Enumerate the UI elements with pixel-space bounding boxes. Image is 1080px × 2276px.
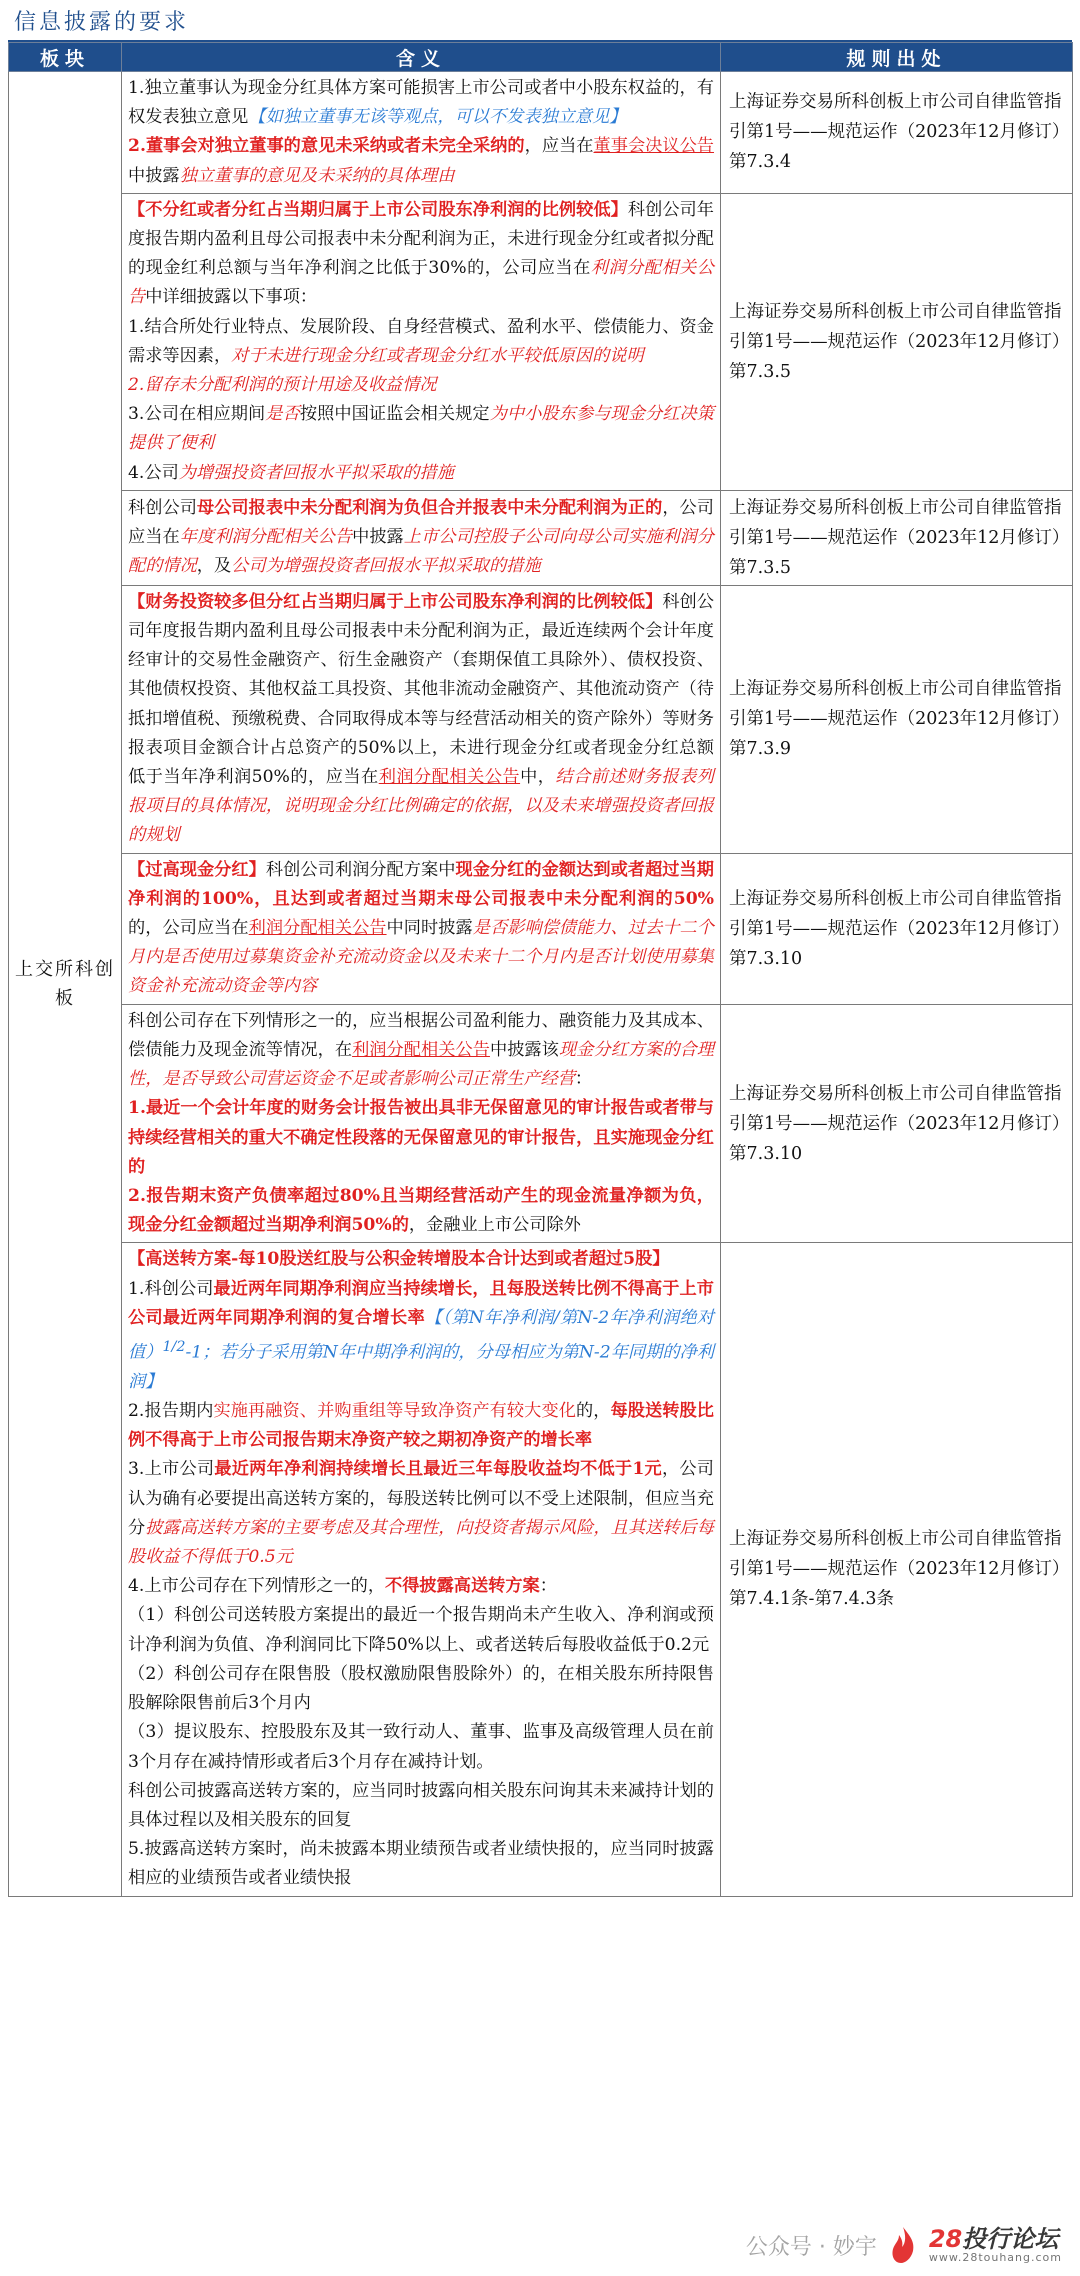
text-segment: 科创公司存在下列情形之一的，应当根据公司盈利能力、融资能力及其成本、偿债能力及现金流等情况，在 <box>128 1010 714 1060</box>
text-segment: 利润分配相关公告 <box>352 1039 490 1060</box>
meaning-cell <box>122 1243 721 1896</box>
source-cell: 上海证券交易所科创板上市公司自律监管指引第1号——规范运作（2023年12月修订）第7.3.10 <box>721 853 1073 1004</box>
text-segment: 科创公司利润分配方案中 <box>265 859 456 880</box>
text-segment: 【不分红或者分红占当期归属于上市公司股东净利润的比例较低】 <box>128 199 628 220</box>
text-segment: ： <box>539 1576 557 1597</box>
source-cell: 上海证券交易所科创板上市公司自律监管指引第1号——规范运作（2023年12月修订）第7.3.5 <box>721 490 1073 585</box>
meaning-cell <box>122 193 721 490</box>
table-row <box>9 853 1073 1004</box>
text-segment: 结合前述财务报表列报项目的具体情况，说明现金分红比例确定的依据，以及未来增强投资者回报的规划 <box>128 767 714 846</box>
header-meaning: 含义 <box>122 43 721 72</box>
text-segment: 是否 <box>265 404 300 425</box>
text-segment: 中详细披露以下事项： <box>145 287 318 308</box>
source-cell: 上海证券交易所科创板上市公司自律监管指引第1号——规范运作（2023年12月修订）第7.3.9 <box>721 585 1073 853</box>
text-segment: （2）科创公司存在限售股（股权激励限售股除外）的，在相关股东所持限售股解除限售前后3个月内 <box>128 1663 714 1714</box>
text-segment: 3.公司在相应期间 <box>128 404 266 425</box>
text-segment: 2.留存未分配利润的预计用途及收益情况 <box>128 375 437 396</box>
text-segment: 4.公司 <box>128 462 179 483</box>
text-segment: 【财务投资较多但分红占当期归属于上市公司股东净利润的比例较低】 <box>128 591 663 612</box>
table-row <box>9 585 1073 853</box>
text-segment: 为增强投资者回报水平拟采取的措施 <box>178 462 454 483</box>
text-segment: 1.最近一个会计年度的财务会计报告被出具非无保留意见的审计报告或者带与持续经营相关的重大不确定性段落的无保留意见的审计报告，且实施现金分红的 <box>128 1098 714 1177</box>
text-segment: 实施再融资、并购重组等导致净资产有较大变化 <box>213 1401 576 1422</box>
text-segment: 的， <box>575 1401 611 1422</box>
text-segment: ，公司应当在 <box>128 498 714 548</box>
text-segment: 1.结合所处行业特点、发展阶段、自身经营模式、盈利水平、偿债能力、资金需求等因素， <box>128 316 714 366</box>
logo-number: 28 <box>928 2224 963 2253</box>
source-cell: 上海证券交易所科创板上市公司自律监管指引第1号——规范运作（2023年12月修订）第7.3.4 <box>721 72 1073 194</box>
text-segment: 1.独立董事认为现金分红具体方案可能损害上市公司或者中小股东权益的，有权发表独立意见 <box>128 78 714 128</box>
meaning-cell <box>122 490 721 585</box>
text-segment: （1）科创公司送转股方案提出的最近一个报告期尚未产生收入、净利润或预计净利润为负值、净利润同比下降50%以上、或者送转后每股收益低于0.2元 <box>128 1605 714 1655</box>
text-segment: 中披露 <box>352 527 404 548</box>
disclosure-table <box>8 42 1073 1897</box>
source-cell: 上海证券交易所科创板上市公司自律监管指引第1号——规范运作（2023年12月修订）第7.4.1条-第7.4.3条 <box>721 1243 1073 1896</box>
text-segment: 中披露该 <box>489 1039 559 1060</box>
text-segment: 年度利润分配相关公告 <box>179 527 353 548</box>
text-segment: 中， <box>520 767 556 788</box>
logo-url: www.28touhang.com <box>928 2250 1062 2264</box>
logo-name: 投行论坛 <box>962 2224 1059 2253</box>
text-segment: 1.科创公司 <box>128 1278 214 1299</box>
text-segment: 科创公司年度报告期内盈利且母公司报表中未分配利润为正，未进行现金分红或者拟分配的现金红利总额与当年净利润之比低于30%的，公司应当在 <box>128 199 714 279</box>
text-segment: 为中小股东参与现金分红决策提供了便利 <box>128 404 714 454</box>
text-segment: 公司为增强投资者回报水平拟采取的措施 <box>231 556 541 577</box>
text-segment: 利润分配相关公告 <box>128 258 714 308</box>
text-segment: 2.报告期内 <box>128 1401 214 1422</box>
table-row <box>9 1004 1073 1243</box>
table-body <box>9 72 1073 1897</box>
table-row <box>9 72 1073 194</box>
meaning-cell <box>122 585 721 853</box>
text-segment: 每股送转股比例不得高于上市公司报告期末净资产较之期初净资产的增长率 <box>128 1401 714 1451</box>
text-segment: ： <box>574 1069 593 1090</box>
text-segment: 现金分红的金额达到或者超过当期净利润的100%，且达到或者超过当期末母公司报表中未分配利润的50% <box>128 859 714 909</box>
text-segment: 4.上市公司存在下列情形之一的， <box>128 1576 386 1597</box>
watermark-prefix: 公众号 · 妙宇 <box>745 2234 877 2260</box>
text-segment: 【过高现金分红】 <box>128 859 266 880</box>
watermark <box>746 2222 1062 2268</box>
text-segment: 的，公司应当在 <box>128 918 249 939</box>
text-segment: ，金融业上市公司除外 <box>408 1215 581 1236</box>
text-segment: 【（第N年净利润/第N-2年净利润绝对值） <box>128 1307 714 1363</box>
text-segment: 对于未进行现金分红或者现金分红水平较低原因的说明 <box>231 345 644 366</box>
text-segment: 利润分配相关公告 <box>378 767 521 788</box>
header-source: 规则出处 <box>721 43 1073 72</box>
text-segment: 不得披露高送转方案 <box>385 1576 540 1597</box>
text-segment: （3）提议股东、控股股东及其一致行动人、董事、监事及高级管理人员在前3个月存在减持情形或者后3个月存在减持计划。 <box>128 1722 714 1772</box>
header-sector: 板块 <box>9 43 122 72</box>
table-row <box>9 193 1073 490</box>
source-cell: 上海证券交易所科创板上市公司自律监管指引第1号——规范运作（2023年12月修订）第7.3.10 <box>721 1004 1073 1243</box>
text-segment: ，应当在 <box>524 136 594 157</box>
text-segment: 2.报告期末资产负债率超过80%且当期经营活动产生的现金流量净额为负，现金分红金额超过当期净利润50%的 <box>128 1185 714 1236</box>
text-segment: 利润分配相关公告 <box>248 918 387 939</box>
text-segment: 5.披露高送转方案时，尚未披露本期业绩预告或者业绩快报的，应当同时披露相应的业绩预告或者业绩快报 <box>128 1839 714 1889</box>
table-header-row <box>9 43 1073 72</box>
table-row <box>9 1243 1073 1896</box>
text-segment: ，及 <box>196 556 232 577</box>
text-segment: ，公司认为确有必要提出高送转方案的，每股送转比例可以不受上述限制，但应当充分 <box>128 1459 714 1538</box>
text-segment: 科创公司披露高送转方案的，应当同时披露向相关股东问询其未来减持计划的具体过程以及相关股东的回复 <box>128 1780 714 1830</box>
meaning-cell <box>122 72 721 194</box>
text-segment: 【如独立董事无该等观点，可以不发表独立意见】 <box>248 107 627 128</box>
text-segment: 【高送转方案-每10股送红股与公积金转增股本合计达到或者超过5股】 <box>128 1249 670 1270</box>
text-segment: 按照中国证监会相关规定 <box>299 404 490 425</box>
text-segment: 2.董事会对独立董事的意见未采纳或者未完全采纳的 <box>128 136 525 157</box>
sector-cell: 上交所科创板 <box>9 72 122 1897</box>
text-segment: 最近两年同期净利润应当持续增长，且每股送转比例不得高于上市公司最近两年同期净利润的复合增长率 <box>128 1278 714 1328</box>
text-segment: 最近两年净利润持续增长且最近三年每股收益均不低于1元 <box>214 1459 662 1480</box>
text-segment: 中披露 <box>128 165 180 186</box>
text-segment: 中同时披露 <box>386 918 473 939</box>
page-title: 信息披露的要求 <box>8 0 1072 43</box>
text-segment: 上市公司控股子公司向母公司实施利润分配的情况 <box>128 527 714 577</box>
meaning-cell <box>122 853 721 1004</box>
table-row <box>9 490 1073 585</box>
text-segment: 1/2 <box>162 1338 186 1355</box>
text-segment: 科创公司 <box>128 498 197 519</box>
text-segment: 披露高送转方案的主要考虑及其合理性，向投资者揭示风险，且其送转后每股收益不得低于0.5元 <box>128 1517 714 1568</box>
flame-logo-icon <box>887 2225 919 2265</box>
text-segment: 现金分红方案的合理性，是否导致公司营运资金不足或者影响公司正常生产经营 <box>128 1039 714 1090</box>
text-segment: 3.上市公司 <box>128 1459 215 1480</box>
text-segment: 是否影响偿债能力、过去十二个月内是否使用过募集资金补充流动资金以及未来十二个月内是否计划使用募集资金补充流动资金等内容 <box>128 918 714 997</box>
text-segment: 独立董事的意见及未采纳的具体理由 <box>179 165 455 186</box>
watermark-logo-text <box>928 2224 1062 2264</box>
text-segment: 科创公司年度报告期内盈利且母公司报表中未分配利润为正，最近连续两个会计年度经审计的交易性金融资产、衍生金融资产（套期保值工具除外）、债权投资、其他债权投资、其他权益工具投资、其他非流动金融资产、其他流动资产（待抵扣增值税、预缴税费、合同取得成本等与经营活动相关的资产除外）等财务报表项目金额合计占总资产的50%以上，未进行现金分红或者现金分红总额低于当年净利润50%的，应当在 <box>128 591 714 788</box>
text-segment: 董事会决议公告 <box>593 136 714 157</box>
source-cell: 上海证券交易所科创板上市公司自律监管指引第1号——规范运作（2023年12月修订）第7.3.5 <box>721 193 1073 490</box>
text-segment: 母公司报表中未分配利润为负但合并报表中未分配利润为正的 <box>196 498 663 519</box>
text-segment: -1；若分子采用第N年中期净利润的，分母相应为第N-2年同期的净利润】 <box>128 1342 714 1392</box>
meaning-cell <box>122 1004 721 1243</box>
